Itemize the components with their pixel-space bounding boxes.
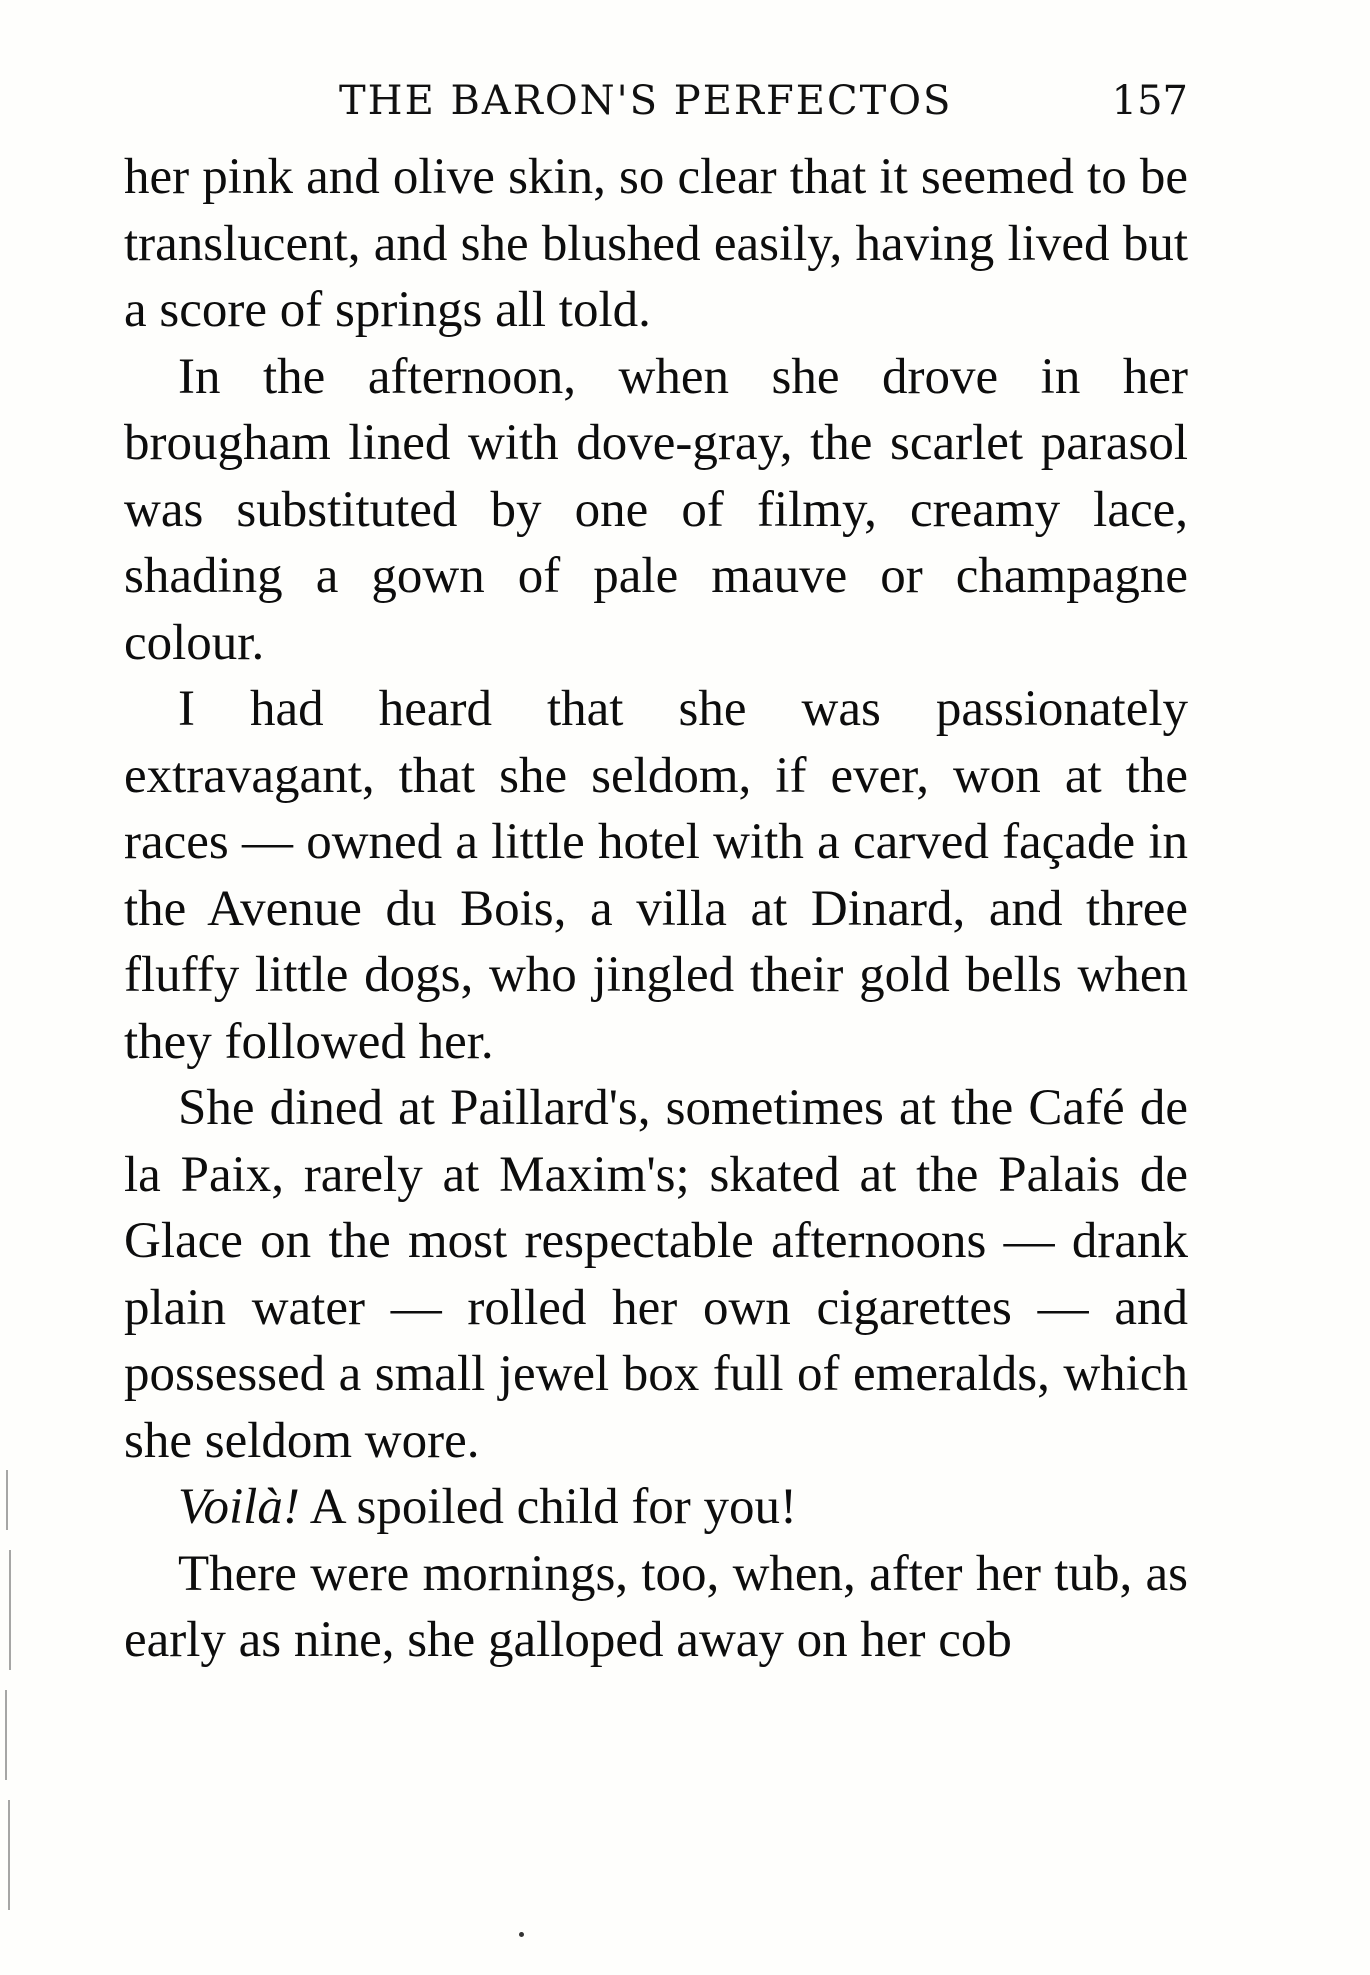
voila-word: Voilà! xyxy=(178,1479,300,1535)
binding-shadow xyxy=(0,1460,30,1930)
paragraph-last: There were mornings, too, when, after her tub, as early as nine, she galloped away on her cob xyxy=(124,1545,1188,1668)
paragraph-4: She dined at Paillard's, sometimes at the Café de la Paix, rarely at Maxim's; skated at the Palais de Glace on the most respectable afternoons — drank plain water — rolled her own cigarettes — and possessed a small jewel box full of emeralds, which she seldom wore. xyxy=(124,1080,1188,1469)
paragraph-3: I had heard that she was passionately extravagant, that she seldom, if ever, won at the races — owned a little hotel with a carved façade in the Avenue du Bois, a villa at Dinard, and three fluffy little dogs, who jingled their gold bells when they followed her. xyxy=(124,681,1188,1070)
running-head: THE BARON'S PERFECTOS xyxy=(339,78,953,124)
page-header xyxy=(124,74,1188,134)
paragraph-2: In the afternoon, when she drove in her brougham lined with dove-gray, the scarlet parasol was substituted by one of filmy, creamy lace, shading a gown of pale mauve or champagne colour. xyxy=(124,348,1188,671)
paper-speck xyxy=(519,1932,524,1937)
voila-rest: A spoiled child for you! xyxy=(299,1479,798,1535)
paragraph-1: her pink and olive skin, so clear that it seemed to be translucent, and she blushed easily, having lived but a score of springs all told. xyxy=(124,149,1188,338)
paragraph-voila xyxy=(124,1474,1188,1541)
body-text xyxy=(124,144,1188,1674)
page-number: 157 xyxy=(1111,78,1188,124)
